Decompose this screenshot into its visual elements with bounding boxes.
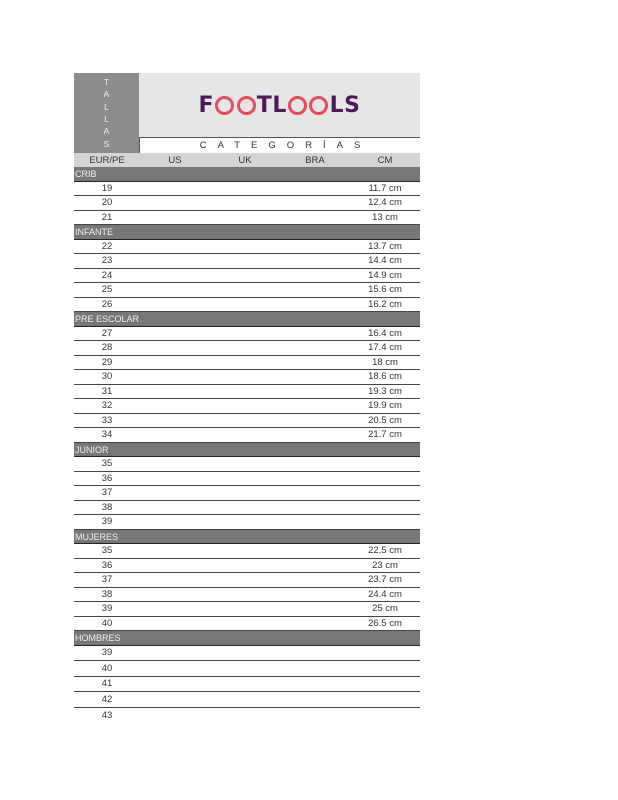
logo-ring-icon — [237, 96, 256, 115]
cm-size-cell: 13 cm — [372, 211, 398, 223]
section-header-pre-escolar: PRE ESCOLAR — [74, 312, 420, 327]
table-row — [74, 254, 420, 269]
table-row — [74, 211, 420, 226]
eur-size-cell: 21 — [101, 211, 113, 223]
table-row — [74, 356, 420, 371]
cm-size-cell: 21.7 cm — [368, 429, 402, 441]
table-row — [74, 472, 420, 487]
cm-size-cell: 26.5 cm — [368, 617, 402, 629]
eur-size-cell: 38 — [101, 588, 113, 600]
table-row — [74, 617, 420, 632]
eur-size-cell: 37 — [101, 574, 113, 586]
table-row — [74, 677, 420, 693]
tallas-vertical-label — [74, 73, 139, 153]
eur-size-cell: 40 — [101, 662, 113, 674]
eur-size-cell: 27 — [101, 327, 113, 339]
cm-size-cell: 18.6 cm — [368, 371, 402, 383]
table-row — [74, 501, 420, 516]
eur-size-cell: 39 — [101, 603, 113, 615]
table-row — [74, 559, 420, 574]
col-bra: BRA — [305, 154, 325, 166]
table-row — [74, 428, 420, 443]
categorias-heading: CATEGORÍAS — [139, 137, 420, 153]
cm-size-cell: 12.4 cm — [368, 197, 402, 209]
cm-size-cell: 16.4 cm — [368, 327, 402, 339]
logo-ring-icon — [309, 96, 328, 115]
col-cm: CM — [377, 154, 393, 166]
cm-size-cell: 22.5 cm — [368, 545, 402, 557]
table-row — [74, 457, 420, 472]
col-uk: UK — [238, 154, 252, 166]
table-row — [74, 515, 420, 530]
cm-size-cell: 24.4 cm — [368, 588, 402, 600]
tallas-letter: S — [103, 138, 110, 149]
section-header-infante: INFANTE — [74, 225, 420, 240]
cm-size-cell: 17.4 cm — [368, 342, 402, 354]
eur-size-cell: 40 — [101, 617, 113, 629]
cm-size-cell: 23.7 cm — [368, 574, 402, 586]
eur-size-cell: 31 — [101, 385, 113, 397]
eur-size-cell: 23 — [101, 255, 113, 267]
table-row — [74, 692, 420, 708]
size-sections — [74, 167, 420, 723]
table-row — [74, 182, 420, 197]
eur-size-cell: 39 — [101, 516, 113, 528]
table-row — [74, 399, 420, 414]
tallas-letter: A — [103, 89, 110, 100]
eur-size-cell: 38 — [101, 501, 113, 513]
table-row — [74, 646, 420, 662]
table-row — [74, 544, 420, 559]
size-chart-sheet — [74, 73, 420, 723]
eur-size-cell: 29 — [101, 356, 113, 368]
eur-size-cell: 43 — [101, 709, 113, 721]
eur-size-cell: 39 — [101, 647, 113, 659]
eur-size-cell: 35 — [101, 545, 113, 557]
eur-size-cell: 37 — [101, 487, 113, 499]
table-row — [74, 370, 420, 385]
eur-size-cell: 36 — [101, 472, 113, 484]
cm-size-cell: 16.2 cm — [368, 298, 402, 310]
section-header-hombres: HOMBRES — [74, 631, 420, 646]
table-row — [74, 385, 420, 400]
table-row — [74, 414, 420, 429]
table-row — [74, 240, 420, 255]
table-row — [74, 708, 420, 724]
tallas-letter: L — [104, 101, 109, 112]
table-row — [74, 573, 420, 588]
cm-size-cell: 18 cm — [372, 356, 398, 368]
eur-size-cell: 26 — [101, 298, 113, 310]
col-eur-pe: EUR/PE — [89, 154, 125, 166]
table-row — [74, 283, 420, 298]
table-row — [74, 661, 420, 677]
eur-size-cell: 19 — [101, 182, 113, 194]
table-row — [74, 341, 420, 356]
table-row — [74, 602, 420, 617]
section-header-mujeres: MUJERES — [74, 530, 420, 545]
tallas-letter: L — [104, 114, 109, 124]
logo-ring-icon — [215, 96, 234, 115]
eur-size-cell: 42 — [101, 693, 113, 705]
col-us: US — [168, 154, 182, 166]
cm-size-cell: 23 cm — [372, 559, 398, 571]
eur-size-cell: 30 — [101, 371, 113, 383]
eur-size-cell: 41 — [101, 678, 113, 690]
cm-size-cell: 20.5 cm — [368, 414, 402, 426]
cm-size-cell: 14.9 cm — [368, 269, 402, 281]
cm-size-cell: 13.7 cm — [368, 240, 402, 252]
section-header-crib: CRIB — [74, 167, 420, 182]
section-header-junior: JUNIOR — [74, 443, 420, 458]
eur-size-cell: 33 — [101, 414, 113, 426]
eur-size-cell: 28 — [101, 342, 113, 354]
cm-size-cell: 19.3 cm — [368, 385, 402, 397]
table-row — [74, 486, 420, 501]
tallas-letter: A — [103, 126, 110, 137]
eur-size-cell: 25 — [101, 284, 113, 296]
footloose-logo: F T L L S — [198, 92, 361, 118]
column-headers — [74, 153, 420, 167]
cm-size-cell: 25 cm — [372, 603, 398, 615]
eur-size-cell: 34 — [101, 429, 113, 441]
table-row — [74, 588, 420, 603]
eur-size-cell: 35 — [101, 458, 113, 470]
eur-size-cell: 36 — [101, 559, 113, 571]
eur-size-cell: 20 — [101, 197, 113, 209]
logo-ring-icon — [288, 96, 307, 115]
cm-size-cell: 19.9 cm — [368, 400, 402, 412]
cm-size-cell: 11.7 cm — [368, 182, 402, 194]
table-row — [74, 196, 420, 211]
cm-size-cell: 15.6 cm — [368, 284, 402, 296]
tallas-letter: T — [103, 76, 110, 87]
eur-size-cell: 22 — [101, 240, 113, 252]
eur-size-cell: 32 — [101, 400, 113, 412]
table-row — [74, 327, 420, 342]
table-row — [74, 269, 420, 284]
eur-size-cell: 24 — [101, 269, 113, 281]
cm-size-cell: 14.4 cm — [368, 255, 402, 267]
chart-header — [74, 73, 420, 153]
table-row — [74, 298, 420, 313]
